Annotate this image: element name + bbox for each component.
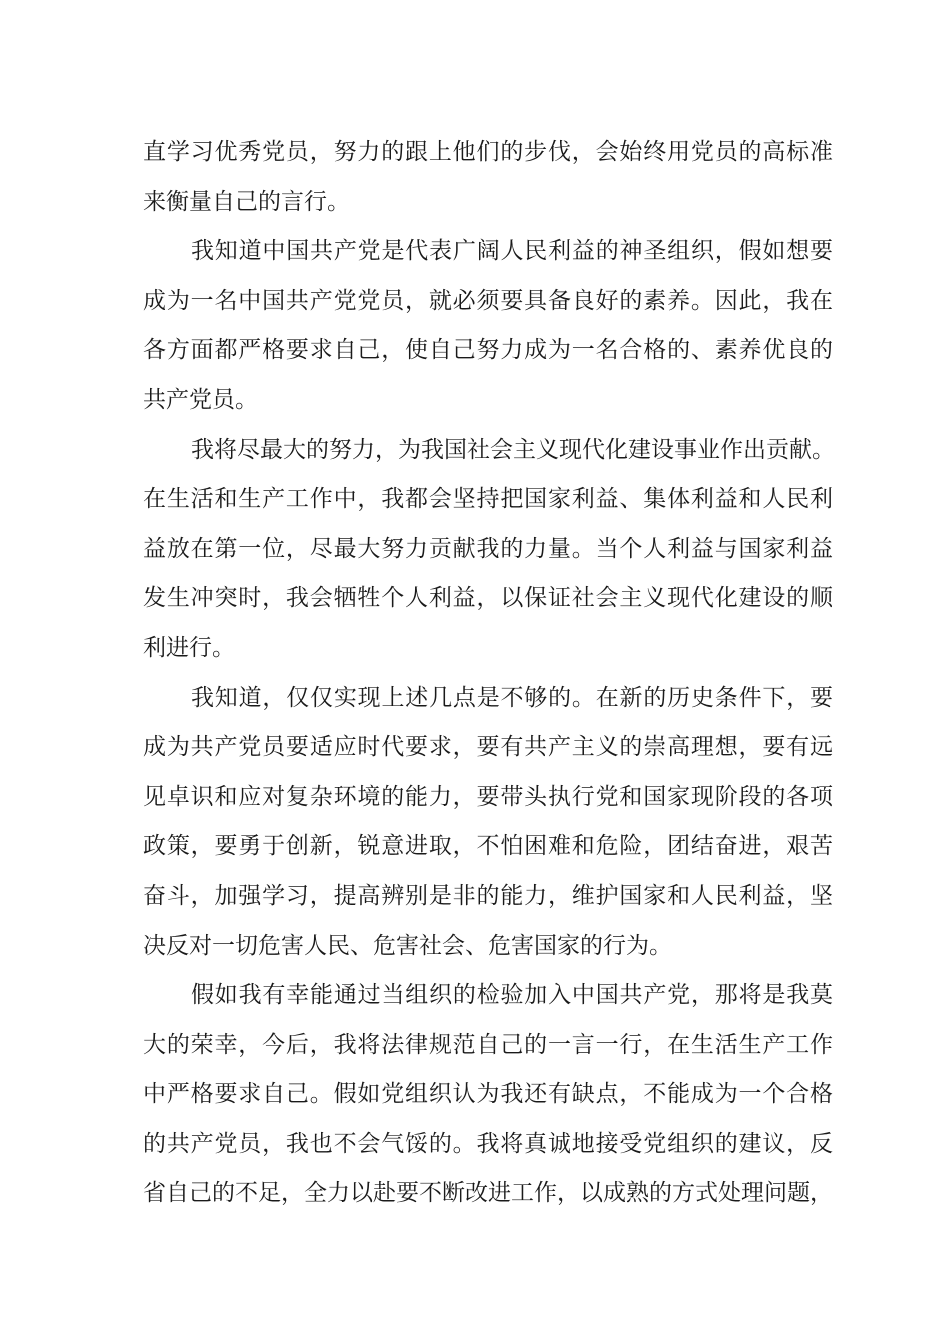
text-line: 益放在第一位，尽最大努力贡献我的力量。当个人利益与国家利益 <box>143 535 833 562</box>
text-line: 大的荣幸，今后，我将法律规范自己的一言一行，在生活生产工作 <box>143 1031 833 1058</box>
text-line: 政策，要勇于创新，锐意进取，不怕困难和危险，团结奋进，艰苦 <box>143 833 833 860</box>
text-line: 共产党员。 <box>143 386 258 413</box>
text-line: 奋斗，加强学习，提高辨别是非的能力，维护国家和人民利益，坚 <box>143 882 833 909</box>
text-line: 省自己的不足，全力以赴要不断改进工作，以成熟的方式处理问题， <box>143 1180 833 1207</box>
body-text <box>143 128 833 1219</box>
text-line: 我将尽最大的努力，为我国社会主义现代化建设事业作出贡献。 <box>191 436 835 463</box>
text-line: 假如我有幸能通过当组织的检验加入中国共产党，那将是我莫 <box>191 982 833 1009</box>
text-line: 决反对一切危害人民、危害社会、危害国家的行为。 <box>143 932 672 959</box>
text-line: 发生冲突时，我会牺牲个人利益，以保证社会主义现代化建设的顺 <box>143 585 833 612</box>
text-line: 各方面都严格要求自己，使自己努力成为一名合格的、素养优良的 <box>143 337 833 364</box>
text-line: 利进行。 <box>143 634 235 661</box>
text-line: 中严格要求自己。假如党组织认为我还有缺点，不能成为一个合格 <box>143 1081 833 1108</box>
text-line: 成为一名中国共产党党员，就必须要具备良好的素养。因此，我在 <box>143 287 833 314</box>
text-line: 直学习优秀党员，努力的跟上他们的步伐，会始终用党员的高标准 <box>143 139 833 165</box>
text-line: 我知道，仅仅实现上述几点是不够的。在新的历史条件下，要 <box>191 684 833 711</box>
text-line: 来衡量自己的言行。 <box>143 188 350 215</box>
text-line: 我知道中国共产党是代表广阔人民利益的神圣组织，假如想要 <box>191 238 833 265</box>
text-line: 的共产党员，我也不会气馁的。我将真诚地接受党组织的建议，反 <box>143 1130 833 1157</box>
text-line: 见卓识和应对复杂环境的能力，要带头执行党和国家现阶段的各项 <box>143 783 833 810</box>
text-line: 成为共产党员要适应时代要求，要有共产主义的崇高理想，要有远 <box>143 734 833 761</box>
text-line: 在生活和生产工作中，我都会坚持把国家利益、集体利益和人民利 <box>143 486 833 513</box>
